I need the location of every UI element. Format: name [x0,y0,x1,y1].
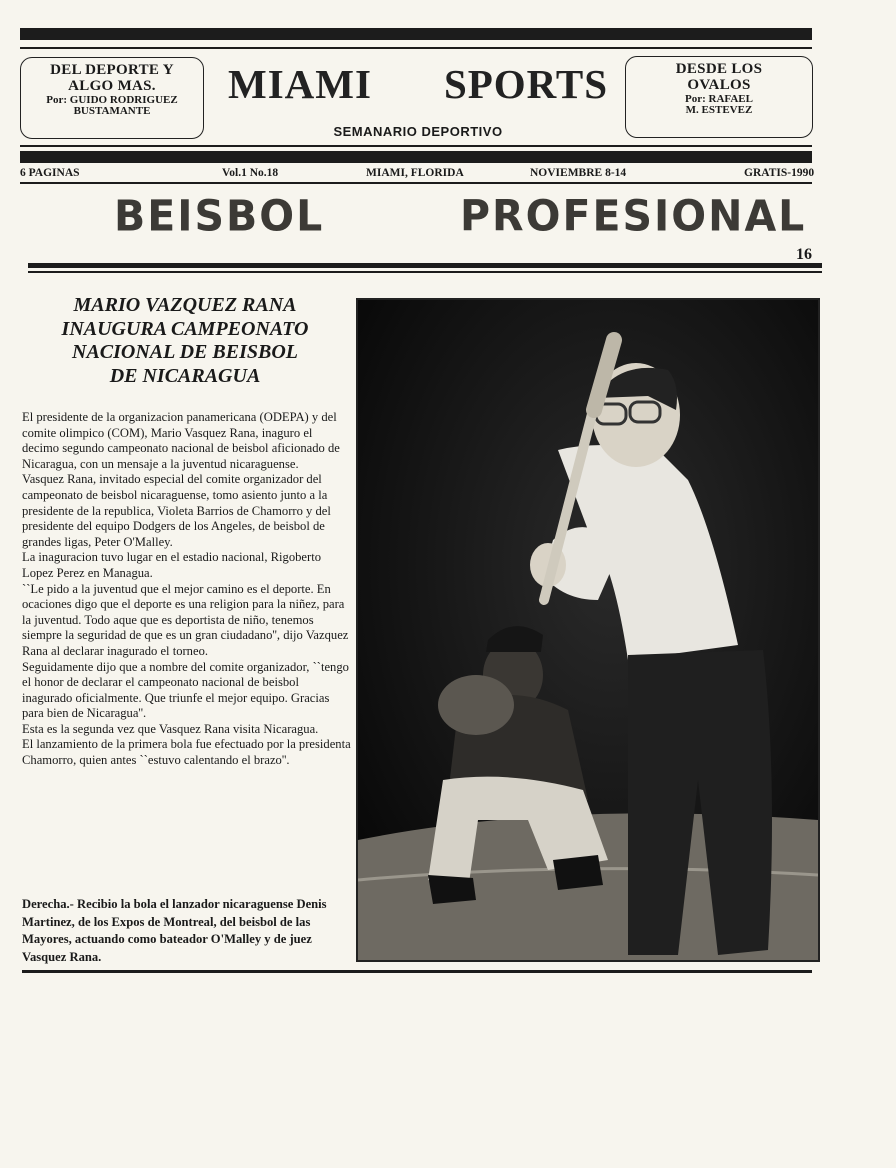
left-box-title-1: DEL DEPORTE Y [50,62,174,78]
mid-rule [20,151,812,163]
column-box-right [625,56,813,138]
column-box-left [20,57,204,139]
article-paragraph: ``Le pido a la juventud que el mejor camino es el deporte. En ocaciones digo que el deporte es una religion para la niñez, para la juventud. Todo aque que es deportista de niño, tenemos siempre la seguridad de que es un gran ciudadano'', dijo Vazquez Rana al declarar inagurado el torneo. [22,581,349,658]
article-paragraph: El presidente de la organizacion panamericana (ODEPA) y del comite olimpico (COM), Mario Vasquez Rana, inaguro el decimo segundo campeonato nacional de beisbol aficionado de Nicaragua, con un mensaje a la juventud nicaraguense. [22,410,340,471]
photo-caption: Derecha.- Recibio la bola el lanzador nicaraguense Denis Martinez, de los Expos de Montreal, del beisbol de las Mayores, actuando como bateador O'Malley y de juez Vasquez Rana. [22,897,327,964]
page-number: 16 [796,246,812,263]
right-box-byline-2: M. ESTEVEZ [685,104,753,117]
masthead-word-2: SPORTS [443,61,608,107]
issue-dates: NOVIEMBRE 8-14 [530,167,627,179]
price: GRATIS-1990 [744,167,815,179]
article-paragraph: La inaguracion tuvo lugar en el estadio nacional, Rigoberto Lopez Perez en Managua. [22,550,322,580]
right-box-title-1: DESDE LOS [675,61,763,77]
location: MIAMI, FLORIDA [366,167,464,179]
article-title [30,294,340,388]
info-rule [20,182,812,184]
page-count: 6 PAGINAS [20,167,80,179]
mid-thin-rule [20,145,812,147]
left-box-byline-2: BUSTAMANTE [73,105,151,118]
photo-illustration [358,300,818,960]
article-paragraph: Vasquez Rana, invitado especial del comite organizador del campeonato de beisbol nicaraguense, tomo asiento junto a la presidente de la republica, Violeta Barrios de Chamorro y del presidente del equipo Dodgers de los Angeles, de beisbol de grandes ligas, Peter O'Malley. [22,472,331,549]
article-body [22,410,352,769]
masthead-title [228,60,608,108]
article-paragraph: Seguidamente dijo que a nombre del comite organizador, ``tengo el honor de declarar el campeonato nacional de beisbol inagurado oficialmente. Que triunfe el mejor equipo. Gracias para bien de Nicaragua''. [22,659,349,721]
top-thin-rule [20,47,812,49]
masthead-subtitle: SEMANARIO DEPORTIVO [333,124,503,139]
article-title-line: NACIONAL DE BEISBOL [72,341,298,364]
bottom-rule [22,970,812,973]
section-thin-rule [28,271,822,273]
article-title-line: DE NICARAGUA [109,364,261,387]
article-title-line: MARIO VAZQUEZ RANA [73,294,297,316]
article-photo [356,298,820,962]
right-box-title-2: OVALOS [687,76,751,93]
left-box-title-2: ALGO MAS. [68,77,156,94]
volume-number: Vol.1 No.18 [222,167,279,179]
article-title-line: INAUGURA CAMPEONATO [61,317,309,340]
article-paragraph: El lanzamiento de la primera bola fue efectuado por la presidenta Chamorro, quien antes ``estuvo calentando el brazo''. [22,737,351,768]
article-paragraph: Esta es la segunda vez que Vasquez Rana visita Nicaragua. [22,721,319,736]
section-word-1: BEISBOL [114,190,325,242]
masthead-word-1: MIAMI [228,61,372,107]
section-word-2: PROFESIONAL [460,190,807,242]
right-box-byline-1: Por: RAFAEL [685,92,753,105]
left-box-byline-1: Por: GUIDO RODRIGUEZ [46,93,178,106]
section-rule [28,263,822,268]
top-rule [20,28,812,40]
